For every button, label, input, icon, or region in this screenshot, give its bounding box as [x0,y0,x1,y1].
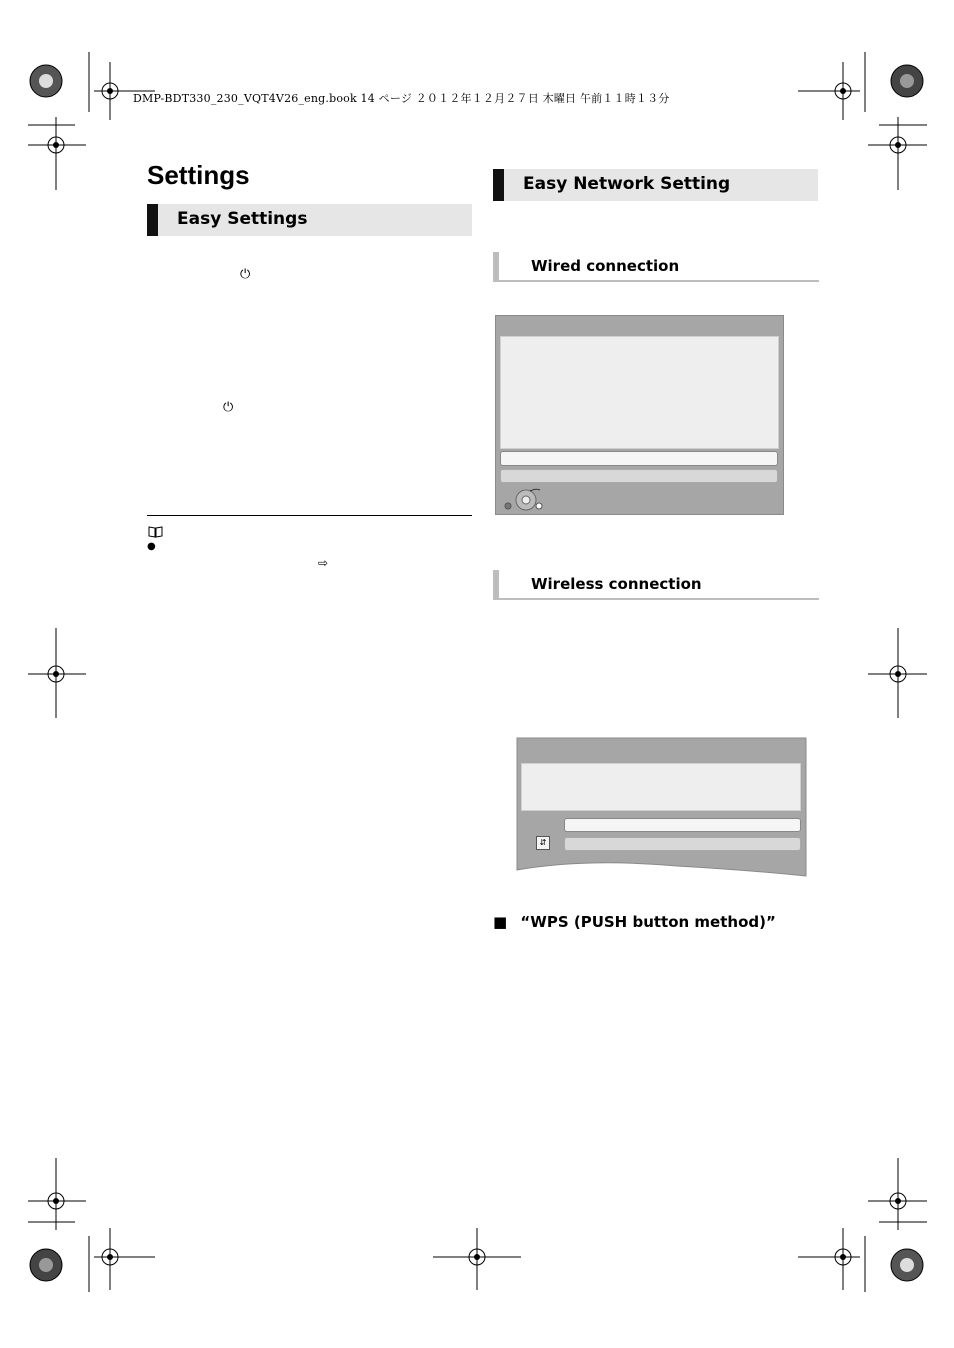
easy-network-heading: Easy Network Setting [493,169,818,201]
power-icon: ⏻ [223,400,234,415]
power-icon: ⏻ [240,267,251,282]
wireless-connection-heading: Wireless connection [493,570,819,600]
remote-cursor-icon [504,487,554,513]
book-icon [148,526,164,538]
wps-heading-text: “WPS (PUSH button method)” [520,913,776,931]
page-title: Settings [147,160,250,190]
wireless-setup-screen [517,738,807,880]
screen-option-selected [564,818,801,832]
screen-option-selected [500,451,778,466]
note-divider [147,515,472,516]
square-bullet-icon: ■ [493,913,508,931]
wps-icon: ⇵ [536,836,550,850]
screen-message-panel [500,336,779,449]
screen-option [500,469,778,483]
wired-connection-heading: Wired connection [493,252,819,282]
screen-message-panel [521,763,801,811]
note-bullet: ● [147,541,156,552]
screen-option [564,837,801,851]
easy-settings-heading: Easy Settings [147,204,472,236]
file-header-line: DMP-BDT330_230_VQT4V26_eng.book 14 ページ ２０１２年１２月２７日 木曜日 午前１１時１３分 [133,92,670,105]
wps-heading [493,913,776,931]
arrow-icon: ⇨ [318,556,329,570]
wired-setup-screen [495,315,784,515]
